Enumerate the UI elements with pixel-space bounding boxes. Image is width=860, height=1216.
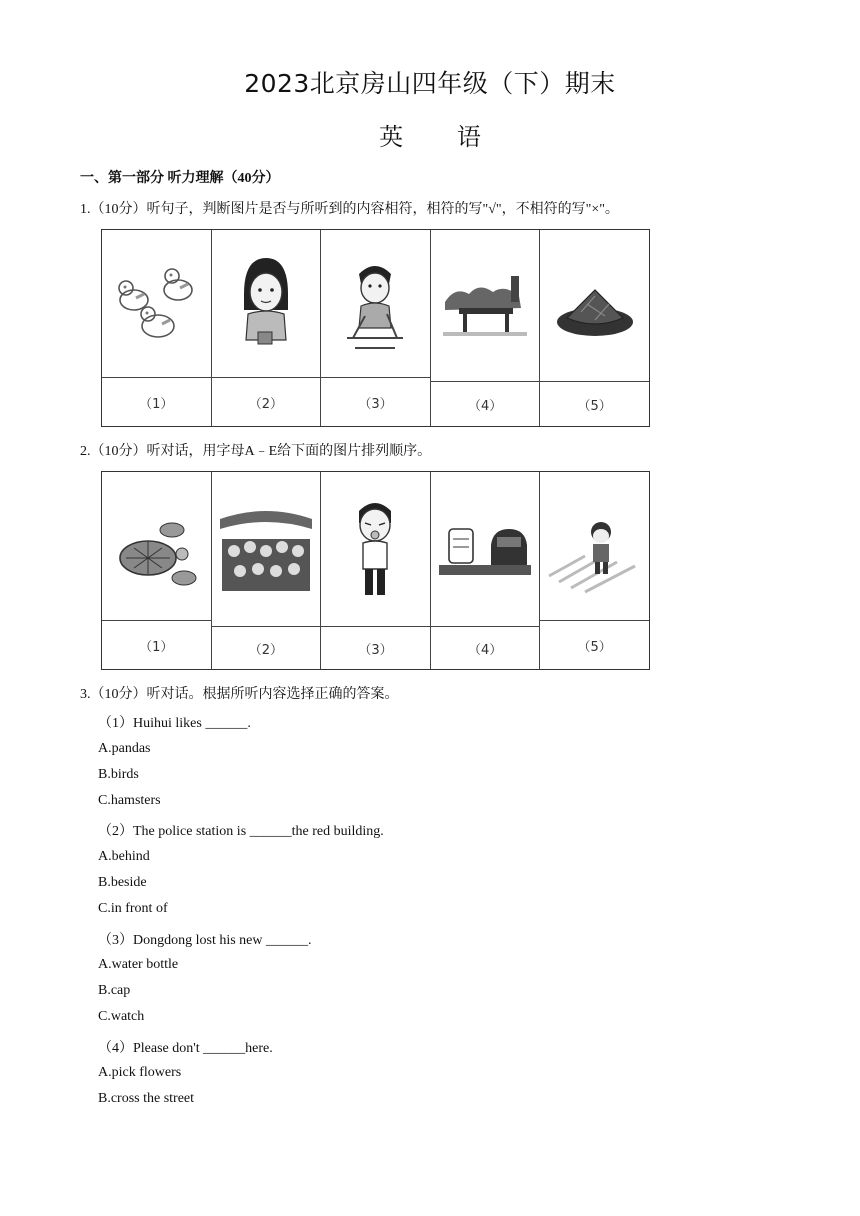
q1-picture-strip xyxy=(101,229,650,427)
question-1-text: 1.（10分）听句子，判断图片是否与所听到的内容相符，相符的写"√"，不相符的写"×"。 xyxy=(80,202,619,217)
zongzi-plate-icon xyxy=(545,246,645,366)
q1-label-1: （1） xyxy=(102,377,211,426)
q1-label-4: （4） xyxy=(431,381,540,426)
subject-char-2: 语 xyxy=(456,123,481,151)
q2-label-3: （3） xyxy=(321,626,430,669)
subject-char-1: 英 xyxy=(379,123,404,151)
q3-sub-4-stem: （4）Please don't ______here. xyxy=(98,1041,273,1056)
question-2-text: 2.（10分）听对话，用字母A﹣E给下面的图片排列顺序。 xyxy=(80,444,432,459)
boy-on-crosswalk-icon xyxy=(545,486,645,606)
crowd-icon xyxy=(216,489,316,609)
q1-cell-2 xyxy=(212,230,322,426)
q3-sub-3-option-c: C.watch xyxy=(98,1009,145,1024)
q1-label-2: （2） xyxy=(212,377,321,426)
q3-sub-4-option-b: B.cross the street xyxy=(98,1091,195,1106)
q2-label-5: （5） xyxy=(540,620,649,669)
q2-label-2: （2） xyxy=(212,626,321,669)
turtles-icon xyxy=(106,486,206,606)
q3-sub-4-option-a: A.pick flowers xyxy=(98,1065,182,1080)
section-heading: 一、第一部分 听力理解（40分） xyxy=(80,171,280,186)
q2-cell-2 xyxy=(212,472,322,669)
q1-label-3: （3） xyxy=(321,377,430,426)
q1-cell-5 xyxy=(540,230,649,426)
q1-cell-3 xyxy=(321,230,431,426)
coughing-boy-icon xyxy=(325,489,425,609)
q3-sub-1-stem: （1）Huihui likes ______. xyxy=(98,716,251,731)
q3-sub-2-option-c: C.in front of xyxy=(98,901,168,916)
q2-cell-1 xyxy=(102,472,212,669)
q3-sub-1-option-a: A.pandas xyxy=(98,741,151,756)
kettle-and-radio-icon xyxy=(435,489,535,609)
garden-table-icon xyxy=(435,246,535,366)
q2-picture-strip xyxy=(101,471,650,670)
q2-label-1: （1） xyxy=(102,620,211,669)
q1-cell-1 xyxy=(102,230,212,426)
ducks-icon xyxy=(106,244,206,364)
question-3-text: 3.（10分）听对话。根据所听内容选择正确的答案。 xyxy=(80,687,399,702)
q3-sub-2-stem: （2）The police station is ______the red building. xyxy=(98,824,384,839)
q2-label-4: （4） xyxy=(431,626,540,669)
subject-title xyxy=(0,117,860,152)
q3-sub-1-option-c: C.hamsters xyxy=(98,793,161,808)
q3-sub-1-option-b: B.birds xyxy=(98,767,139,782)
girl-holding-bag-icon xyxy=(216,244,316,364)
q3-sub-3-option-a: A.water bottle xyxy=(98,957,179,972)
q2-cell-3 xyxy=(321,472,431,669)
q1-label-5: （5） xyxy=(540,381,649,426)
q2-cell-4 xyxy=(431,472,541,669)
q3-sub-2-option-a: A.behind xyxy=(98,849,150,864)
boy-sitting-in-chair-icon xyxy=(325,244,425,364)
q3-sub-2-option-b: B.beside xyxy=(98,875,147,890)
q1-cell-4 xyxy=(431,230,541,426)
q3-sub-3-stem: （3）Dongdong lost his new ______. xyxy=(98,933,312,948)
page-title: 2023北京房山四年级（下）期末 xyxy=(244,69,616,98)
q3-sub-3-option-b: B.cap xyxy=(98,983,131,998)
q2-cell-5 xyxy=(540,472,649,669)
